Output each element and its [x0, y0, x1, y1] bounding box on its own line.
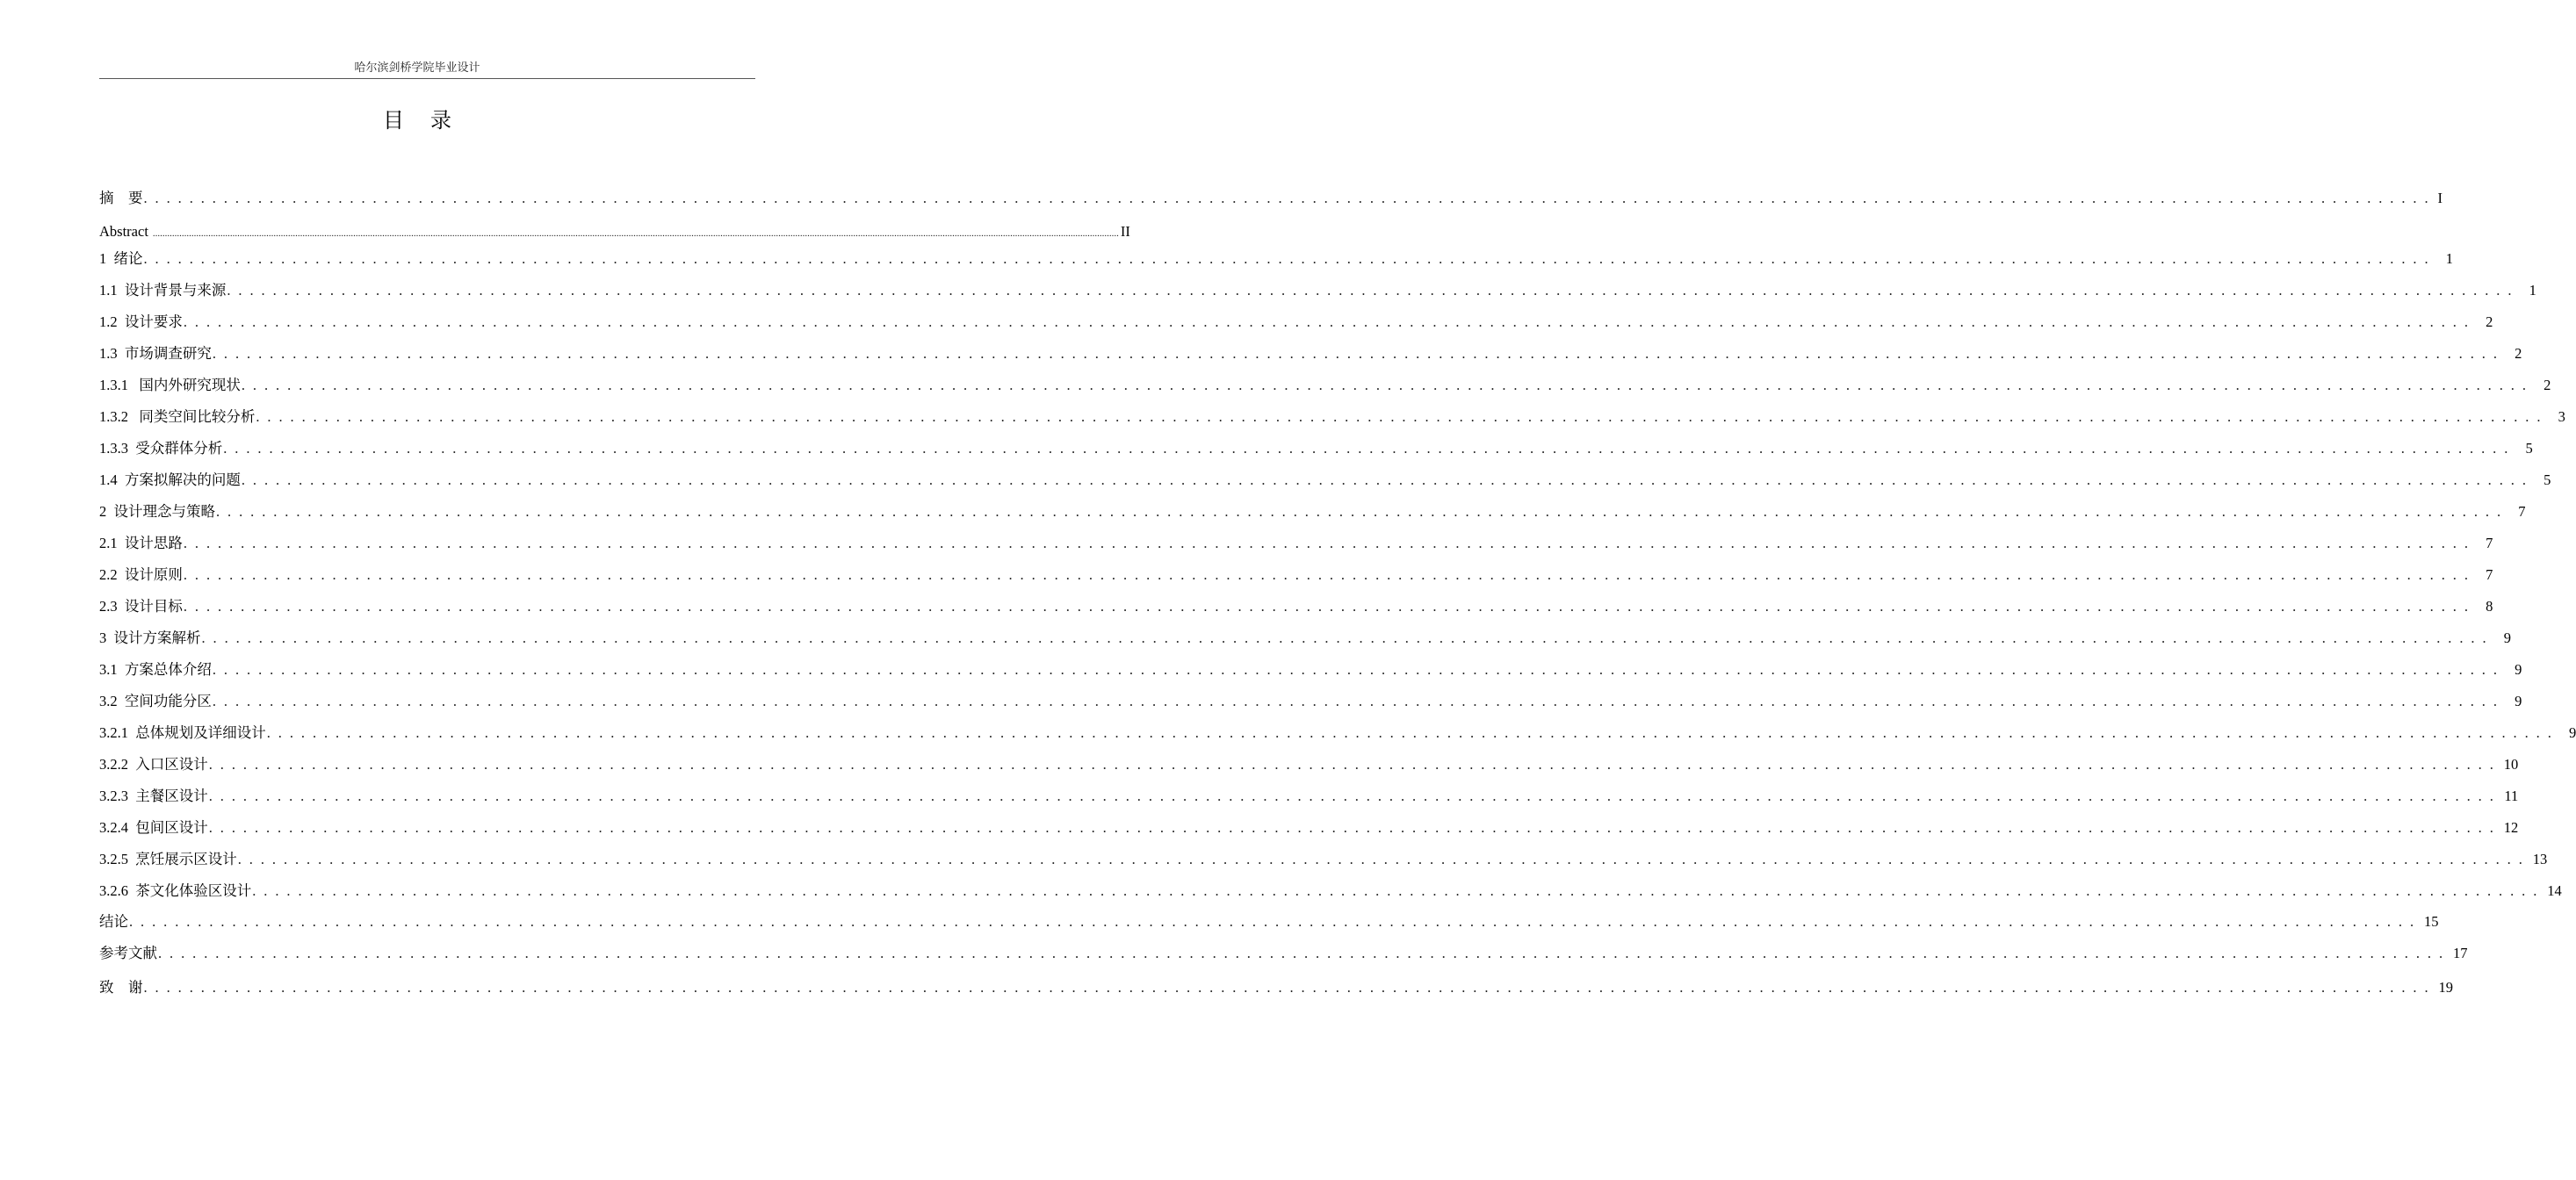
toc-entry[interactable] — [99, 312, 2493, 333]
dot-leader: ................................................................................................................................................................................................................................................................................................................................................................................................................ — [152, 228, 1119, 239]
toc-entry[interactable] — [99, 221, 1130, 242]
toc-entry-label: 1.3 市场调查研究 — [99, 345, 212, 362]
toc-entry[interactable] — [99, 280, 2536, 301]
toc-entry-page-number: 1 — [2445, 250, 2453, 267]
dot-leader: . . . . . . . . . . . . . . . . . . . . . . . . . . . . . . . . . . . . . . . . . . . . . . . . . . . . . . . . . . . . . . . . . . . . . . . . . . . . . . . . . . . . . . . . . . . . . . . . . . . . . . . . . . . . . . . . . . . . . . . . . . . . . . . . . . . . . . . . . . . . . . . . . . . . . . . . . . . . . . . . . . . . . . . . . . . . . . . . . . . . . . . . . . . . . . . . . . . . . . . . — [223, 440, 2510, 457]
toc-entry-label: 1 绪论 — [99, 250, 143, 267]
toc-entry[interactable] — [99, 754, 2519, 775]
toc-entry-label: 1.3.2 同类空间比较分析 — [99, 408, 256, 425]
dot-leader: . . . . . . . . . . . . . . . . . . . . . . . . . . . . . . . . . . . . . . . . . . . . . . . . . . . . . . . . . . . . . . . . . . . . . . . . . . . . . . . . . . . . . . . . . . . . . . . . . . . . . . . . . . . . . . . . . . . . . . . . . . . . . . . . . . . . . . . . . . . . . . . . . . . . . . . . . . . . . . . . . . . . . . . . . . . . . . . . . . . . . . . . . . . . . . . . . . . . . . . . — [241, 377, 2529, 393]
toc-entry-page-number: 2 — [2515, 345, 2522, 362]
toc-entry-page-number: 1 — [2529, 282, 2536, 299]
toc-entry[interactable] — [99, 501, 2526, 522]
dot-leader: . . . . . . . . . . . . . . . . . . . . . . . . . . . . . . . . . . . . . . . . . . . . . . . . . . . . . . . . . . . . . . . . . . . . . . . . . . . . . . . . . . . . . . . . . . . . . . . . . . . . . . . . . . . . . . . . . . . . . . . . . . . . . . . . . . . . . . . . . . . . . . . . . . . . . . . . . . . . . . . . . . . . . . . . . . . . . . . . . . . . . . . . . . . . . . . . . . . . . . . . — [237, 851, 2525, 867]
toc-entry[interactable] — [99, 628, 2511, 649]
toc-entry-page-number: I — [2437, 190, 2443, 206]
toc-entry[interactable] — [99, 565, 2493, 586]
dot-leader: . . . . . . . . . . . . . . . . . . . . . . . . . . . . . . . . . . . . . . . . . . . . . . . . . . . . . . . . . . . . . . . . . . . . . . . . . . . . . . . . . . . . . . . . . . . . . . . . . . . . . . . . . . . . . . . . . . . . . . . . . . . . . . . . . . . . . . . . . . . . . . . . . . . . . . . . . . . . . . . . . . . . . . . . . . . . . . . . . . . . . . . . . . . . . . . . . . . . . . . . — [212, 345, 2500, 362]
toc-entry[interactable] — [99, 343, 2522, 364]
toc-entry-label: 摘 要 — [99, 190, 143, 206]
toc-entry-page-number: 9 — [2515, 693, 2522, 709]
toc-entry-page-number: 13 — [2532, 851, 2548, 867]
toc-entry-page-number: 3 — [2558, 408, 2565, 425]
toc-entry-page-number: 15 — [2423, 913, 2439, 930]
toc-entry[interactable] — [99, 248, 2453, 270]
header-divider — [99, 78, 755, 79]
toc-entry-page-number: 12 — [2503, 819, 2519, 836]
dot-leader: . . . . . . . . . . . . . . . . . . . . . . . . . . . . . . . . . . . . . . . . . . . . . . . . . . . . . . . . . . . . . . . . . . . . . . . . . . . . . . . . . . . . . . . . . . . . . . . . . . . . . . . . . . . . . . . . . . . . . . . . . . . . . . . . . . . . . . . . . . . . . . . . . . . . . . . . . . . . . . . . . . . . . . . . . . . . . . . . . . . . . . . . . . . . . . . . . . . . . . . . — [183, 313, 2471, 330]
toc-entry-label: 1.2 设计要求 — [99, 313, 183, 330]
toc-entry[interactable] — [99, 911, 2439, 932]
toc-entry-label: 3.2.3 主餐区设计 — [99, 788, 208, 804]
toc-entry[interactable] — [99, 659, 2522, 680]
toc-entry-page-number: 14 — [2547, 882, 2562, 899]
toc-entry-label: 2.1 设计思路 — [99, 535, 183, 551]
dot-leader: . . . . . . . . . . . . . . . . . . . . . . . . . . . . . . . . . . . . . . . . . . . . . . . . . . . . . . . . . . . . . . . . . . . . . . . . . . . . . . . . . . . . . . . . . . . . . . . . . . . . . . . . . . . . . . . . . . . . . . . . . . . . . . . . . . . . . . . . . . . . . . . . . . . . . . . . . . . . . . . . . . . . . . . . . . . . . . . . . . . . . . . . . . . . . . . . . . . . . . . . — [201, 630, 2488, 646]
toc-entry-label: 1.1 设计背景与来源 — [99, 282, 227, 299]
dot-leader: . . . . . . . . . . . . . . . . . . . . . . . . . . . . . . . . . . . . . . . . . . . . . . . . . . . . . . . . . . . . . . . . . . . . . . . . . . . . . . . . . . . . . . . . . . . . . . . . . . . . . . . . . . . . . . . . . . . . . . . . . . . . . . . . . . . . . . . . . . . . . . . . . . . . . . . . . . . . . . . . . . . . . . . . . . . . . . . . . . . . . . . . . . . . . . . . . . . . . . . . — [212, 693, 2500, 709]
toc-entry-label: 3.2.6 茶文化体验区设计 — [99, 882, 252, 899]
toc-entry[interactable] — [99, 533, 2493, 554]
toc-entry-page-number: II — [1120, 223, 1130, 240]
toc-entry[interactable] — [99, 691, 2522, 712]
dot-leader: . . . . . . . . . . . . . . . . . . . . . . . . . . . . . . . . . . . . . . . . . . . . . . . . . . . . . . . . . . . . . . . . . . . . . . . . . . . . . . . . . . . . . . . . . . . . . . . . . . . . . . . . . . . . . . . . . . . . . . . . . . . . . . . . . . . . . . . . . . . . . . . . . . . . . . . . . . . . . . . . . . . . . . . . . . . . . . . . . . . . . . . . . . . . . . . . . . . . . . . . — [212, 661, 2500, 678]
toc-entry-label: 3.2 空间功能分区 — [99, 693, 212, 709]
toc-entry[interactable] — [99, 817, 2519, 838]
toc-entry-page-number: 2 — [2486, 313, 2493, 330]
toc-entry-label: 2.3 设计目标 — [99, 598, 183, 615]
page-header-title: 哈尔滨剑桥学院毕业设计 — [354, 61, 480, 74]
toc-entry[interactable] — [99, 596, 2493, 617]
toc-entry-page-number: 2 — [2544, 377, 2551, 393]
toc-entry-label: 3.2.5 烹饪展示区设计 — [99, 851, 237, 867]
toc-entry-page-number: 10 — [2503, 756, 2519, 773]
dot-leader: . . . . . . . . . . . . . . . . . . . . . . . . . . . . . . . . . . . . . . . . . . . . . . . . . . . . . . . . . . . . . . . . . . . . . . . . . . . . . . . . . . . . . . . . . . . . . . . . . . . . . . . . . . . . . . . . . . . . . . . . . . . . . . . . . . . . . . . . . . . . . . . . . . . . . . . . . . . . . . . . . . . . . . . . . . . . . . . . . . . . . . . . . . . . . . . . . . . . . . . . — [183, 598, 2471, 615]
dot-leader: . . . . . . . . . . . . . . . . . . . . . . . . . . . . . . . . . . . . . . . . . . . . . . . . . . . . . . . . . . . . . . . . . . . . . . . . . . . . . . . . . . . . . . . . . . . . . . . . . . . . . . . . . . . . . . . . . . . . . . . . . . . . . . . . . . . . . . . . . . . . . . . . . . . . . . . . . . . . . . . . . . . . . . . . . . . . . . . . . . . . . . . . . . . . . . . . . . . . . . . . — [208, 819, 2496, 836]
toc-entry-label: 3.2.2 入口区设计 — [99, 756, 208, 773]
toc-entry-page-number: 9 — [2515, 661, 2522, 678]
dot-leader: . . . . . . . . . . . . . . . . . . . . . . . . . . . . . . . . . . . . . . . . . . . . . . . . . . . . . . . . . . . . . . . . . . . . . . . . . . . . . . . . . . . . . . . . . . . . . . . . . . . . . . . . . . . . . . . . . . . . . . . . . . . . . . . . . . . . . . . . . . . . . . . . . . . . . . . . . . . . . . . . . . . . . . . . . . . . . . . . . . . . . . . . . . . . . . . . . . . . . . . . — [266, 724, 2554, 741]
toc-entry[interactable] — [99, 723, 2576, 744]
dot-leader: . . . . . . . . . . . . . . . . . . . . . . . . . . . . . . . . . . . . . . . . . . . . . . . . . . . . . . . . . . . . . . . . . . . . . . . . . . . . . . . . . . . . . . . . . . . . . . . . . . . . . . . . . . . . . . . . . . . . . . . . . . . . . . . . . . . . . . . . . . . . . . . . . . . . . . . . . . . . . . . . . . . . . . . . . . . . . . . . . . . . . . . . . . . . . . . . . . . . . . . . — [208, 756, 2496, 773]
toc-entry[interactable] — [99, 943, 2468, 964]
toc-entry-page-number: 17 — [2452, 945, 2468, 961]
toc-entry[interactable] — [99, 881, 2562, 902]
toc-entry-label: 3.1 方案总体介绍 — [99, 661, 212, 678]
toc-entry[interactable] — [99, 188, 2443, 209]
toc-entry[interactable] — [99, 407, 2565, 428]
dot-leader: . . . . . . . . . . . . . . . . . . . . . . . . . . . . . . . . . . . . . . . . . . . . . . . . . . . . . . . . . . . . . . . . . . . . . . . . . . . . . . . . . . . . . . . . . . . . . . . . . . . . . . . . . . . . . . . . . . . . . . . . . . . . . . . . . . . . . . . . . . . . . . . . . . . . . . . . . . . . . . . . . . . . . . . . . . . . . . . . . . . . . . . . . . . . . . . . . . . . . . . . — [252, 882, 2539, 899]
dot-leader: . . . . . . . . . . . . . . . . . . . . . . . . . . . . . . . . . . . . . . . . . . . . . . . . . . . . . . . . . . . . . . . . . . . . . . . . . . . . . . . . . . . . . . . . . . . . . . . . . . . . . . . . . . . . . . . . . . . . . . . . . . . . . . . . . . . . . . . . . . . . . . . . . . . . . . . . . . . . . . . . . . . . . . . . . . . . . . . . . . . . . . . . . . . . . . . . . . . . . . . . — [143, 250, 2430, 267]
toc-entry-label: 3.2.4 包间区设计 — [99, 819, 208, 836]
dot-leader: . . . . . . . . . . . . . . . . . . . . . . . . . . . . . . . . . . . . . . . . . . . . . . . . . . . . . . . . . . . . . . . . . . . . . . . . . . . . . . . . . . . . . . . . . . . . . . . . . . . . . . . . . . . . . . . . . . . . . . . . . . . . . . . . . . . . . . . . . . . . . . . . . . . . . . . . . . . . . . . . . . . . . . . . . . . . . . . . . . . . . . . . . . . . . . . . . . . . . . . . — [256, 408, 2543, 425]
dot-leader: . . . . . . . . . . . . . . . . . . . . . . . . . . . . . . . . . . . . . . . . . . . . . . . . . . . . . . . . . . . . . . . . . . . . . . . . . . . . . . . . . . . . . . . . . . . . . . . . . . . . . . . . . . . . . . . . . . . . . . . . . . . . . . . . . . . . . . . . . . . . . . . . . . . . . . . . . . . . . . . . . . . . . . . . . . . . . . . . . . . . . . . . . . . . . . . . . . . . . . . . — [183, 535, 2471, 551]
toc-entry[interactable] — [99, 786, 2519, 807]
toc-entry-label: 1.3.3 受众群体分析 — [99, 440, 223, 457]
toc-entry-page-number: 7 — [2486, 535, 2493, 551]
toc-entry-page-number: 9 — [2503, 630, 2511, 646]
toc-entry-label: 结论 — [99, 913, 128, 930]
dot-leader: . . . . . . . . . . . . . . . . . . . . . . . . . . . . . . . . . . . . . . . . . . . . . . . . . . . . . . . . . . . . . . . . . . . . . . . . . . . . . . . . . . . . . . . . . . . . . . . . . . . . . . . . . . . . . . . . . . . . . . . . . . . . . . . . . . . . . . . . . . . . . . . . . . . . . . . . . . . . . . . . . . . . . . . . . . . . . . . . . . . . . . . . . . . . . . . . . . . . . . . . — [143, 979, 2430, 996]
dot-leader: . . . . . . . . . . . . . . . . . . . . . . . . . . . . . . . . . . . . . . . . . . . . . . . . . . . . . . . . . . . . . . . . . . . . . . . . . . . . . . . . . . . . . . . . . . . . . . . . . . . . . . . . . . . . . . . . . . . . . . . . . . . . . . . . . . . . . . . . . . . . . . . . . . . . . . . . . . . . . . . . . . . . . . . . . . . . . . . . . . . . . . . . . . . . . . . . . . . . . . . . — [183, 566, 2471, 583]
toc-entry[interactable] — [99, 438, 2533, 459]
toc-entry-label: 1.4 方案拟解决的问题 — [99, 471, 241, 488]
dot-leader: . . . . . . . . . . . . . . . . . . . . . . . . . . . . . . . . . . . . . . . . . . . . . . . . . . . . . . . . . . . . . . . . . . . . . . . . . . . . . . . . . . . . . . . . . . . . . . . . . . . . . . . . . . . . . . . . . . . . . . . . . . . . . . . . . . . . . . . . . . . . . . . . . . . . . . . . . . . . . . . . . . . . . . . . . . . . . . . . . . . . . . . . . . . . . . . . . . . . . . . . — [227, 282, 2514, 299]
toc-entry[interactable] — [99, 977, 2453, 998]
toc-entry-label: 2 设计理念与策略 — [99, 503, 215, 520]
toc-entry-page-number: 9 — [2568, 724, 2576, 741]
toc-title: 目录 — [383, 110, 478, 133]
dot-leader: . . . . . . . . . . . . . . . . . . . . . . . . . . . . . . . . . . . . . . . . . . . . . . . . . . . . . . . . . . . . . . . . . . . . . . . . . . . . . . . . . . . . . . . . . . . . . . . . . . . . . . . . . . . . . . . . . . . . . . . . . . . . . . . . . . . . . . . . . . . . . . . . . . . . . . . . . . . . . . . . . . . . . . . . . . . . . . . . . . . . . . . . . . . . . . . . . . . . . . . . — [216, 503, 2503, 520]
toc-entry-label: 致 谢 — [99, 979, 143, 996]
toc-entry-label: Abstract — [99, 223, 148, 240]
toc-entry-page-number: 7 — [2518, 503, 2526, 520]
toc-entry-page-number: 5 — [2525, 440, 2533, 457]
toc-entry-label: 3 设计方案解析 — [99, 630, 201, 646]
toc-entry-label: 参考文献 — [99, 945, 157, 961]
toc-entry[interactable] — [99, 375, 2551, 396]
toc-entry[interactable] — [99, 849, 2548, 870]
dot-leader: . . . . . . . . . . . . . . . . . . . . . . . . . . . . . . . . . . . . . . . . . . . . . . . . . . . . . . . . . . . . . . . . . . . . . . . . . . . . . . . . . . . . . . . . . . . . . . . . . . . . . . . . . . . . . . . . . . . . . . . . . . . . . . . . . . . . . . . . . . . . . . . . . . . . . . . . . . . . . . . . . . . . . . . . . . . . . . . . . . . . . . . . . . . . . . . . . . . . . . . . — [208, 788, 2496, 804]
toc-entry-page-number: 8 — [2486, 598, 2493, 615]
dot-leader: . . . . . . . . . . . . . . . . . . . . . . . . . . . . . . . . . . . . . . . . . . . . . . . . . . . . . . . . . . . . . . . . . . . . . . . . . . . . . . . . . . . . . . . . . . . . . . . . . . . . . . . . . . . . . . . . . . . . . . . . . . . . . . . . . . . . . . . . . . . . . . . . . . . . . . . . . . . . . . . . . . . . . . . . . . . . . . . . . . . . . . . . . . . . . . . . . . . . . . . . — [241, 471, 2529, 488]
dot-leader: . . . . . . . . . . . . . . . . . . . . . . . . . . . . . . . . . . . . . . . . . . . . . . . . . . . . . . . . . . . . . . . . . . . . . . . . . . . . . . . . . . . . . . . . . . . . . . . . . . . . . . . . . . . . . . . . . . . . . . . . . . . . . . . . . . . . . . . . . . . . . . . . . . . . . . . . . . . . . . . . . . . . . . . . . . . . . . . . . . . . . . . . . . . . . . . . . . . . . . . . — [129, 913, 2416, 930]
toc-entry-page-number: 5 — [2544, 471, 2551, 488]
dot-leader: . . . . . . . . . . . . . . . . . . . . . . . . . . . . . . . . . . . . . . . . . . . . . . . . . . . . . . . . . . . . . . . . . . . . . . . . . . . . . . . . . . . . . . . . . . . . . . . . . . . . . . . . . . . . . . . . . . . . . . . . . . . . . . . . . . . . . . . . . . . . . . . . . . . . . . . . . . . . . . . . . . . . . . . . . . . . . . . . . . . . . . . . . . . . . . . . . . . . . . . . — [143, 190, 2430, 206]
toc-entry-page-number: 11 — [2504, 788, 2519, 804]
toc-entry-label: 2.2 设计原则 — [99, 566, 183, 583]
toc-entry[interactable] — [99, 470, 2551, 491]
dot-leader: . . . . . . . . . . . . . . . . . . . . . . . . . . . . . . . . . . . . . . . . . . . . . . . . . . . . . . . . . . . . . . . . . . . . . . . . . . . . . . . . . . . . . . . . . . . . . . . . . . . . . . . . . . . . . . . . . . . . . . . . . . . . . . . . . . . . . . . . . . . . . . . . . . . . . . . . . . . . . . . . . . . . . . . . . . . . . . . . . . . . . . . . . . . . . . . . . . . . . . . . — [158, 945, 2445, 961]
toc-entry-page-number: 7 — [2486, 566, 2493, 583]
toc-entry-page-number: 19 — [2438, 979, 2453, 996]
toc-entry-label: 1.3.1 国内外研究现状 — [99, 377, 241, 393]
toc-entry-label: 3.2.1 总体规划及详细设计 — [99, 724, 266, 741]
